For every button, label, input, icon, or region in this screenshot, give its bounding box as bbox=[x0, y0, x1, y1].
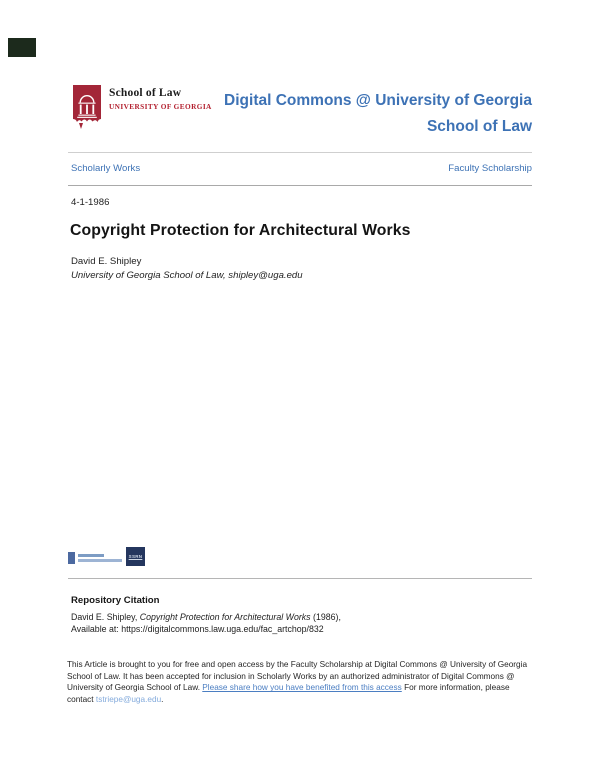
contact-email-link[interactable]: tstriepe@uga.edu bbox=[95, 695, 162, 705]
ssrn-badge[interactable] bbox=[126, 547, 145, 566]
footer-text-1: This Article is brought to you for free and open access by the Faculty Scholarship at Digital Commons @ University of Georgia School of Law. It has been accepted for inclusion in Scholarly Works by an authorized administrator of Digital Commons @ University of Georgia School of Law. bbox=[67, 660, 528, 693]
collection-link-faculty-scholarship[interactable]: Faculty Scholarship bbox=[448, 163, 532, 174]
series-link-scholarly-works[interactable]: Scholarly Works bbox=[71, 163, 141, 174]
citation-line1 bbox=[71, 611, 535, 624]
uga-crest-logo[interactable] bbox=[72, 85, 102, 130]
ssrn-badge-label: SSRN bbox=[128, 554, 143, 559]
site-title-line1: Digital Commons @ University of Georgia bbox=[224, 92, 532, 109]
nav-rule bbox=[68, 185, 532, 186]
share-access-link[interactable]: Please share how you have benefited from this access bbox=[202, 683, 402, 693]
page-marker-box bbox=[8, 38, 36, 57]
library-logo-badge[interactable] bbox=[68, 550, 122, 565]
arch-shield-icon bbox=[72, 85, 102, 130]
citation-year: (1986), bbox=[310, 611, 341, 622]
site-title-link[interactable] bbox=[224, 88, 532, 140]
author-affiliation: University of Georgia School of Law, shipley@uga.edu bbox=[71, 270, 303, 281]
citation-rule bbox=[68, 578, 532, 579]
citation-author: David E. Shipley, bbox=[71, 611, 140, 622]
footer-text-3: . bbox=[161, 695, 164, 705]
article-title: Copyright Protection for Architectural Works bbox=[70, 222, 411, 239]
repository-citation bbox=[71, 595, 535, 636]
footer-text-2: For more information, please contact bbox=[67, 683, 510, 705]
library-monogram-icon bbox=[68, 552, 75, 564]
publication-date: 4-1-1986 bbox=[71, 197, 110, 208]
citation-title: Copyright Protection for Architectural Works bbox=[139, 611, 311, 622]
uga-wordmark bbox=[109, 88, 212, 110]
citation-line2 bbox=[71, 623, 535, 636]
wordmark-school-of-law: School of Law bbox=[109, 87, 182, 99]
citation-url-link[interactable]: https://digitalcommons.law.uga.edu/fac_artchop/832 bbox=[121, 624, 324, 635]
author-name: David E. Shipley bbox=[71, 256, 142, 267]
wordmark-university-of-georgia: UNIVERSITY OF GEORGIA bbox=[109, 101, 212, 111]
available-at-label: Available at: bbox=[71, 624, 122, 635]
footer-statement bbox=[67, 659, 533, 706]
header-rule bbox=[68, 152, 532, 153]
repository-citation-heading: Repository Citation bbox=[71, 595, 160, 606]
site-title-line2: School of Law bbox=[426, 118, 532, 135]
library-logo-text bbox=[78, 554, 122, 562]
